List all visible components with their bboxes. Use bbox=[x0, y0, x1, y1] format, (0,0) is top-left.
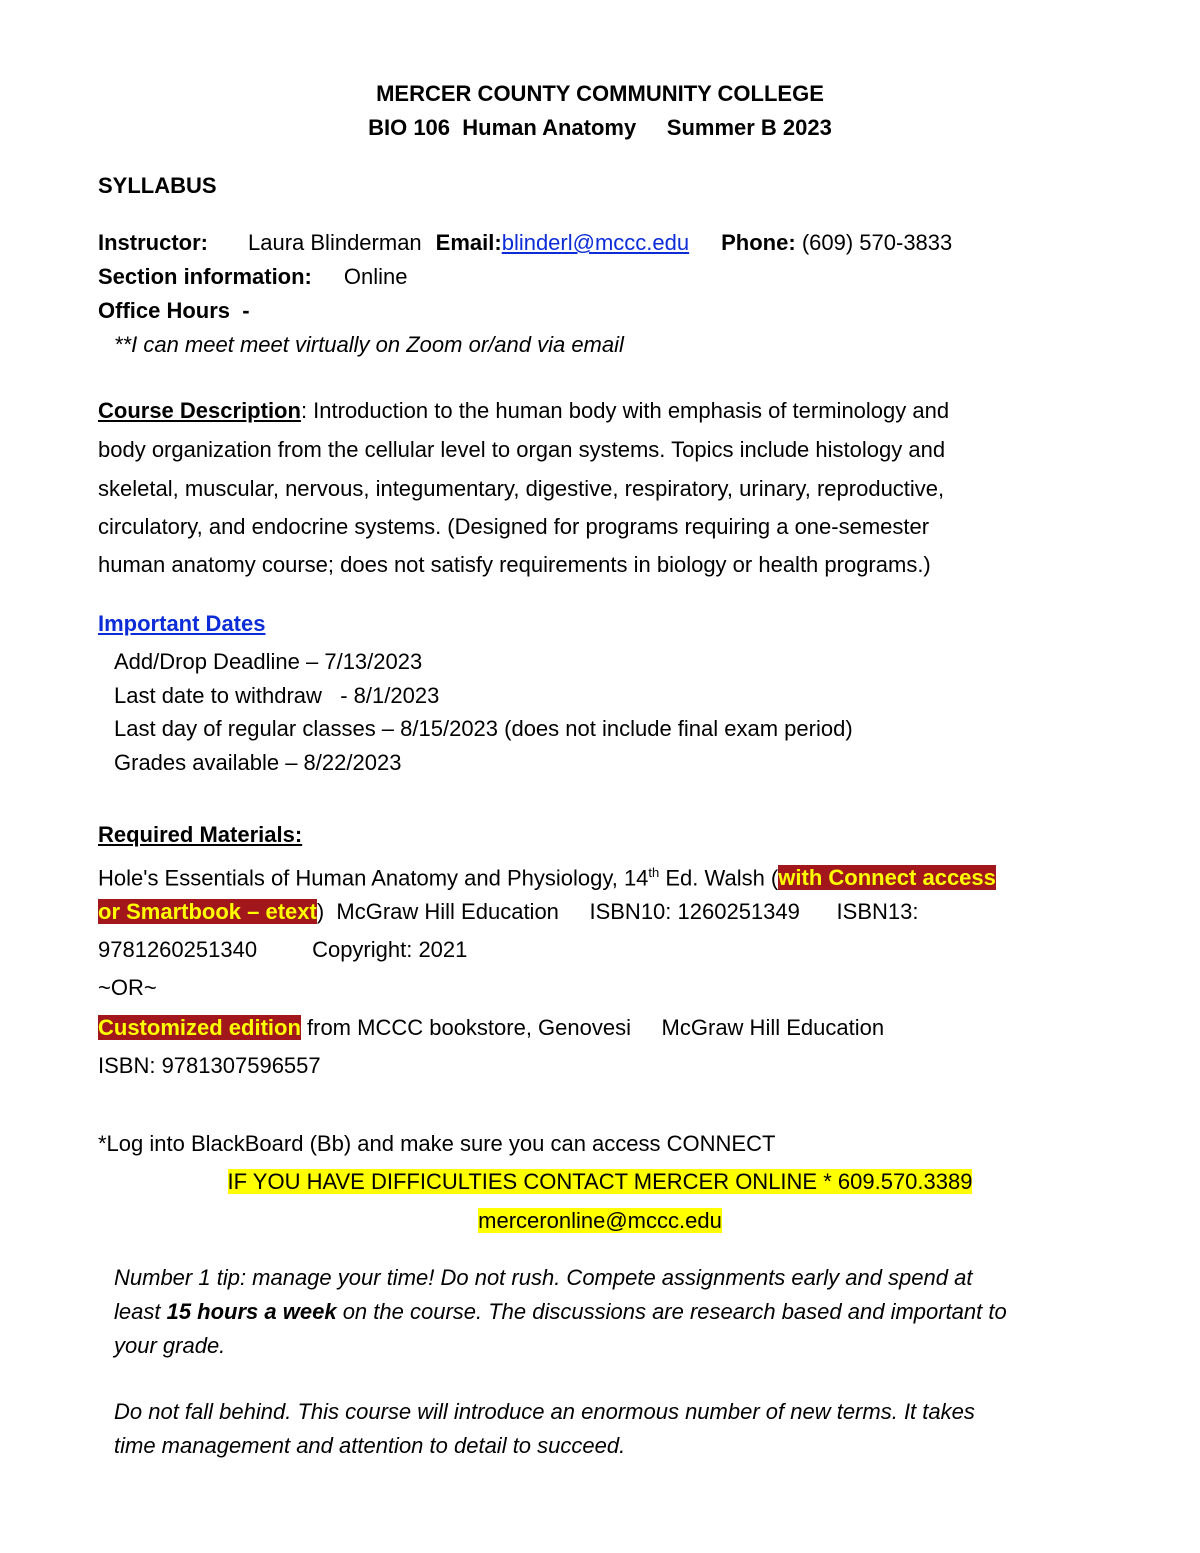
office-hours-note: **I can meet meet virtually on Zoom or/and via email bbox=[114, 332, 624, 357]
instructor-phone: (609) 570-3833 bbox=[801, 230, 953, 255]
instructor-line bbox=[98, 229, 952, 257]
tip-line-1: Number 1 tip: manage your time! Do not rush. Compete assignments early and spend at bbox=[114, 1265, 973, 1290]
publisher-line: or Smartbook – etext) McGraw Hill Education ISBN10: 1260251349 ISBN13: bbox=[98, 899, 919, 924]
smartbook-highlight: or Smartbook – etext bbox=[98, 899, 317, 924]
connect-access-highlight: with Connect access bbox=[778, 865, 996, 891]
contact-email: merceronline@mccc.edu bbox=[478, 1208, 722, 1233]
course-description-line-5: human anatomy course; does not satisfy requirements in biology or health programs.) bbox=[98, 552, 931, 577]
or-separator: ~OR~ bbox=[98, 975, 157, 1000]
custom-edition-line: Customized edition from MCCC bookstore, Genovesi McGraw Hill Education bbox=[98, 1015, 885, 1040]
tip-line-3: your grade. bbox=[114, 1333, 226, 1358]
textbook-title: Hole's Essentials of Human Anatomy and Physiology, 14 bbox=[98, 865, 649, 891]
tip-line-2: least 15 hours a week on the course. The discussions are research based and important to bbox=[114, 1299, 1007, 1324]
date-item: Add/Drop Deadline – 7/13/2023 bbox=[114, 649, 423, 674]
date-item: Grades available – 8/22/2023 bbox=[114, 750, 402, 775]
section-label: Section information: bbox=[98, 264, 312, 289]
section-line bbox=[98, 263, 407, 291]
section-value: Online bbox=[343, 264, 408, 289]
date-item: Last date to withdraw - 8/1/2023 bbox=[114, 683, 440, 708]
instructor-email-link[interactable]: blinderl@mccc.edu bbox=[501, 230, 690, 255]
instructor-label: Instructor: bbox=[98, 230, 208, 255]
course-description-label: Course Description bbox=[98, 398, 301, 423]
office-hours-label: Office Hours - bbox=[98, 298, 250, 323]
custom-edition-highlight: Customized edition bbox=[98, 1015, 301, 1040]
course-title: BIO 106 Human Anatomy Summer B 2023 bbox=[368, 115, 832, 140]
contact-line: IF YOU HAVE DIFFICULTIES CONTACT MERCER ONLINE * 609.570.3389 bbox=[227, 1169, 973, 1194]
course-description-line-4: circulatory, and endocrine systems. (Designed for programs requiring a one-semester bbox=[98, 514, 930, 539]
custom-isbn: ISBN: 9781307596557 bbox=[98, 1053, 321, 1078]
blackboard-note: *Log into BlackBoard (Bb) and make sure you can access CONNECT bbox=[98, 1131, 776, 1156]
instructor-name: Laura Blinderman bbox=[248, 230, 422, 255]
email-label: Email: bbox=[435, 230, 502, 255]
course-description-line-2: body organization from the cellular level to organ systems. Topics include histology and bbox=[98, 437, 946, 462]
tip-para2-line-1: Do not fall behind. This course will introduce an enormous number of new terms. It takes bbox=[114, 1399, 975, 1424]
course-description-line-3: skeletal, muscular, nervous, integumentary, digestive, respiratory, urinary, reproductive, bbox=[98, 476, 945, 501]
materials-heading: Required Materials: bbox=[98, 822, 303, 847]
college-title: MERCER COUNTY COMMUNITY COLLEGE bbox=[376, 81, 824, 106]
phone-label: Phone: bbox=[721, 230, 796, 255]
tip-para2-line-2: time management and attention to detail to succeed. bbox=[114, 1433, 626, 1458]
date-item: Last day of regular classes – 8/15/2023 (does not include final exam period) bbox=[114, 716, 853, 741]
isbn-copyright-line: 9781260251340 Copyright: 2021 bbox=[98, 937, 468, 962]
important-dates-link[interactable]: Important Dates bbox=[98, 611, 266, 636]
textbook-line: Hole's Essentials of Human Anatomy and Physiology, 14th Ed. Walsh (with Connect access bbox=[98, 865, 996, 891]
syllabus-heading: SYLLABUS bbox=[98, 173, 217, 198]
course-description-line-1: Course Description: Introduction to the human body with emphasis of terminology and bbox=[98, 398, 950, 423]
